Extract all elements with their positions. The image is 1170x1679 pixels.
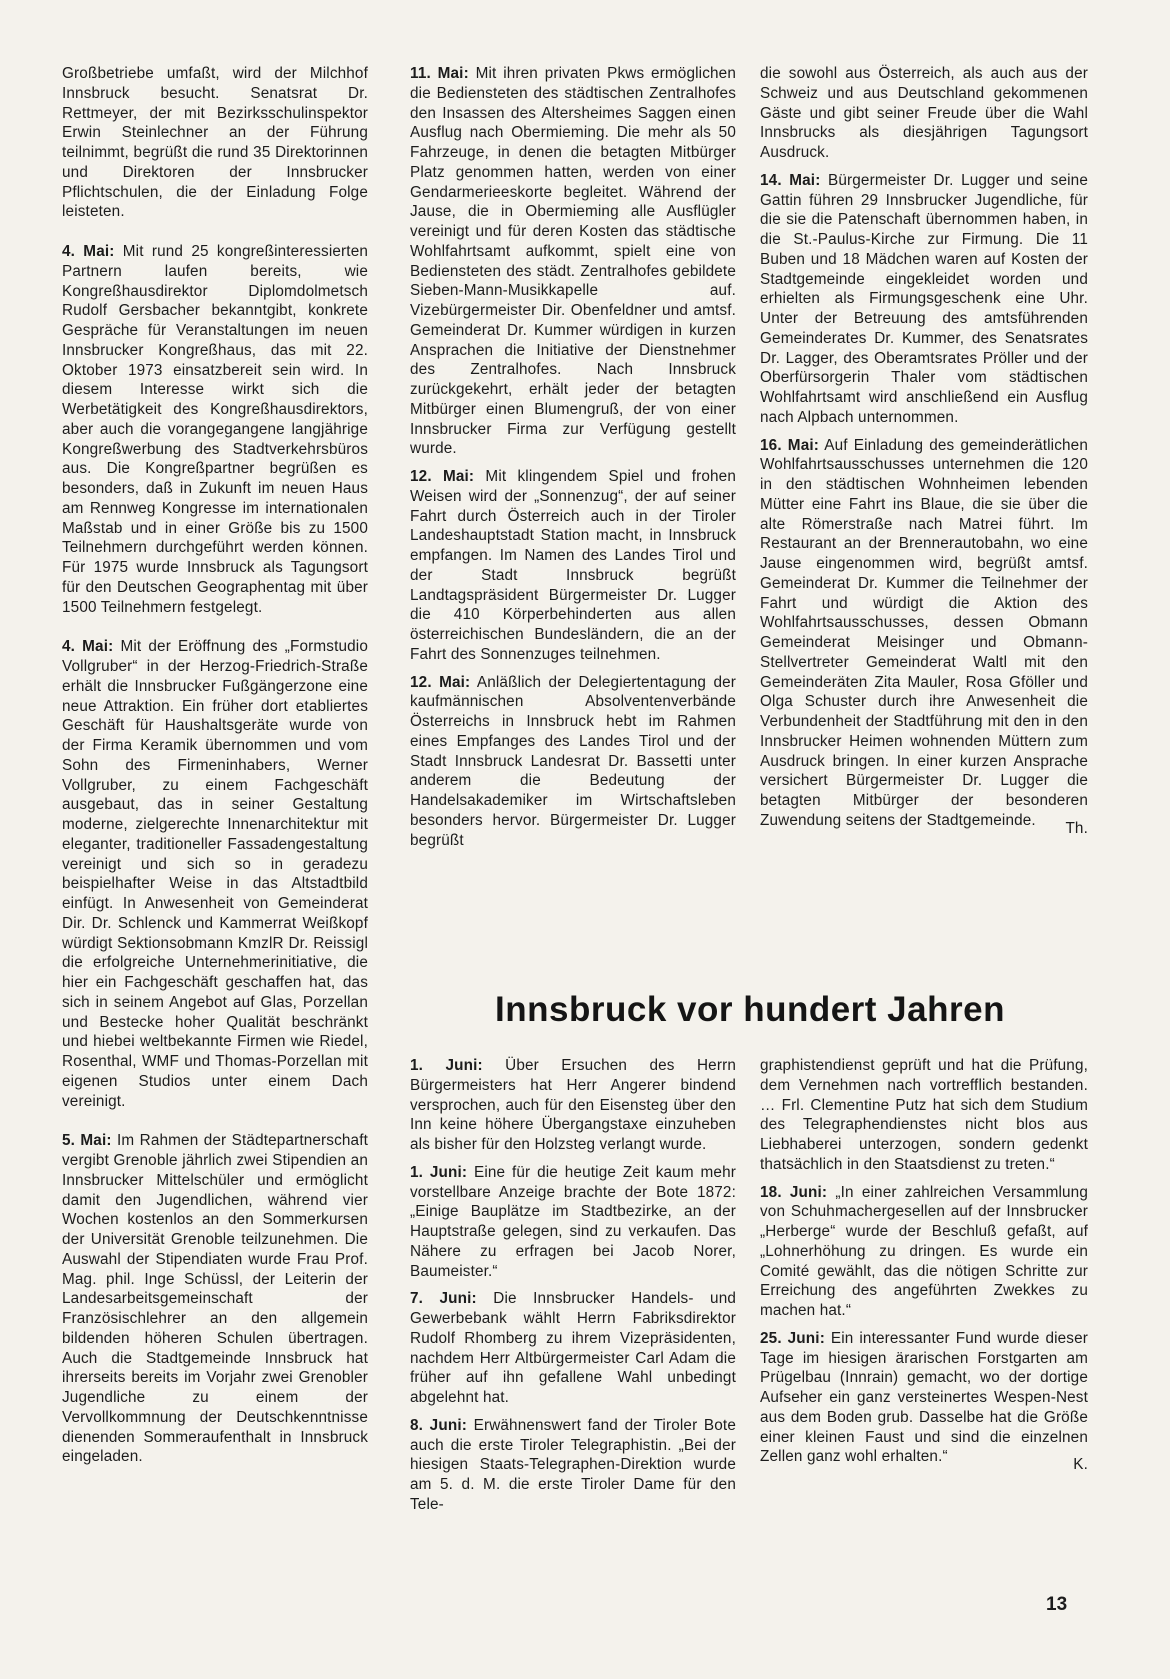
- entry-date: 12. Mai:: [410, 468, 475, 485]
- news-entry: [410, 673, 736, 851]
- history-column-left: [410, 1056, 736, 1523]
- entry-date: 25. Juni:: [760, 1329, 825, 1347]
- news-entry: [760, 171, 1088, 428]
- entry-date: 1. Juni:: [410, 1057, 483, 1074]
- column-3: [760, 64, 1088, 839]
- entry-text: Über Ersuchen des Herrn Bürgermeisters hat Herr Angerer bindend versprochen, auch für den Eisensteg über den Inn keine höhere Übergangstaxe einzuheben als bisher für den Holzsteg verlangt wurde.: [410, 1057, 736, 1153]
- entry-text: die sowohl aus Österreich, als auch aus der Schweiz und aus Deutschland gekommenen Gäste und gibt seiner Freude über die Wahl Innsbrucks als diesjährigen Tagungsort Ausdruck.: [760, 65, 1088, 161]
- news-entry: [410, 467, 736, 665]
- news-entry: [760, 436, 1088, 831]
- entry-text: Mit klingendem Spiel und frohen Weisen wird der „Sonnenzug“, der auf seiner Fahrt durch Österreich auch in der Tiroler Landeshauptstadt Station macht, in Innsbruck empfangen. Im Namen des Landes Tirol und der Stadt Innsbruck begrüßt Landtagspräsident Bürgermeister Dr. Lugger die 410 Körperbehinderten aus allen österreichischen Bundesländern, die an der Fahrt des Sonnenzuges teilnehmen.: [410, 468, 737, 663]
- entry-date: 5. Mai:: [62, 1132, 112, 1150]
- author-signature: Th.: [1065, 819, 1088, 837]
- entry-text: Bürgermeister Dr. Lugger und seine Gattin führen 29 Innsbrucker Jugendliche, für die sie die Patenschaft übernommen haben, in die St.-Paulus-Kirche zur Firmung. Die 11 Buben und 18 Mädchen waren auf Kosten der Stadtgemeinde eingekleidet worden und erhielten als Firmungsgeschenk eine Uhr. Unter der Betreuung des amtsführenden Gemeinderates Dr. Kummer, des Senatsrates Dr. Lagger, des Oberamtsrates Pröller und der Oberfürsorgerin Thaler vom städtischen Wohlfahrtsamt wird anschließend ein Ausflug nach Alpbach unternommen.: [760, 171, 1088, 426]
- entry-date: 4. Mai:: [62, 243, 115, 260]
- news-entry: [760, 1183, 1088, 1321]
- entry-text: „In einer zahlreichen Versammlung von Schuhmachergesellen auf der Innsbrucker „Herberge“ wurde der Beschluß gefaßt, auf „Lohnerhöhung zu dringen. Es wurde ein Comité gewählt, das die nötigen Schritte zur Erreichung des angeführten Zwekkes zu machen hat.“: [760, 1183, 1088, 1319]
- entry-text: Mit der Eröffnung des „Formstudio Vollgruber“ in der Herzog-Friedrich-Straße erhält die Innsbrucker Fußgängerzone eine neue Attraktion. Ein früher dort etabliertes Geschäft für Haushaltsgeräte wurde von der Firma Keramik übernommen und vom Sohn des Firmeninhabers, Werner Vollgruber, zu einem Fachgeschäft ausgebaut, das in seiner Gestaltung moderne, zielgerechte Innenarchitektur mit eleganter, traditioneller Fassadengestaltung vereinigt und sich so in geradezu beispielhafter Weise in das Altstadtbild einfügt. In Anwesenheit von Gemeinderat Dir. Dr. Schlenck und Kammerrat Weißkopf würdigt Sektionsobmann KmzlR Dr. Reissigl die erfolgreiche Unternehmerinitiative, die hier ein Fachgeschäft geschaffen hat, das sich in seinem Angebot auf Glas, Porzellan und Bestecke hoher Qualität beschränkt und hiebei weltbekannte Firmen wie Riedel, Rosenthal, WMF und Thomas-Porzellan mit eigenen Studios unter einem Dach vereinigt.: [62, 638, 368, 1110]
- author-signature: K.: [1073, 1456, 1088, 1474]
- entry-date: 18. Juni:: [760, 1183, 828, 1201]
- column-2: [410, 64, 736, 858]
- news-entry: [410, 1416, 736, 1515]
- news-entry: [62, 64, 368, 222]
- news-entry: [760, 1056, 1088, 1175]
- entry-text: Im Rahmen der Städtepartnerschaft vergibt Grenoble jährlich zwei Stipendien an Innsbrucker Mittelschüler und ermöglicht damit den Jugendlichen, während vier Wochen kostenlos an den Sommerkursen der Universität Grenoble teilzunehmen. Die Auswahl der Stipendiaten wurde Frau Prof. Mag. phil. Inge Schüssl, der Leiterin der Landesarbeitsgemeinschaft der Französischlehrer an den allgemein bildenden höheren Schulen übertragen. Auch die Stadtgemeinde Innsbruck hat ihrerseits bereits im Vorjahr zwei Grenobler Jugendliche zu einem der Vervollkommnung der Deutschkenntnisse dienenden Sommeraufenthalt in Innsbruck eingeladen.: [62, 1132, 369, 1466]
- news-entry: [410, 1163, 736, 1282]
- entry-date: 12. Mai:: [410, 673, 471, 691]
- entry-date: 4. Mai:: [62, 638, 114, 656]
- news-entry: [410, 1056, 736, 1155]
- entry-date: 14. Mai:: [760, 171, 821, 189]
- column-1: [62, 64, 368, 1487]
- page-number: 13: [1046, 1594, 1068, 1615]
- entry-text: Anläßlich der Delegiertentagung der kaufmännischen Absolventenverbände Österreichs in Innsbruck hebt im Rahmen eines Empfanges des Landes Tirol und der Stadt Innsbruck Landesrat Dr. Bassetti unter anderem die Bedeutung der Handelsakademiker im Wirtschaftsleben besonders hervor. Bürgermeister Dr. Lugger begrüßt: [410, 673, 737, 849]
- entry-text: graphistendienst geprüft und hat die Prüfung, dem Vernehmen nach vortrefflich bestanden. … Frl. Clementine Putz hat sich dem Studium des Telegraphendienstes nicht blos aus Liebhaberei unterzogen, sondern gedenkt thatsächlich in den Staatsdienst zu treten.“: [760, 1057, 1088, 1173]
- entry-text: Mit rund 25 kongreßinteressierten Partnern laufen bereits, wie Kongreßhausdirektor Diplomdolmetsch Rudolf Gersbacher bekanntgibt, konkrete Gespräche für Veranstaltungen im neuen Innsbrucker Kongreßhaus, das mit 22. Oktober 1973 einsatzbereit sein wird. In diesem Interesse wirkt sich die Werbetätigkeit des Kongreßhausdirektors, aber auch die vorangegangene langjährige Kongreßwerbung des Stadtverkehrsbüros aus. Die Kongreßpartner begrüßen es besonders, daß in Zukunft im neuen Haus am Rennweg Kongresse im internationalen Maßstab und in einer Größe bis zu 1500 Teilnehmern durchgeführt werden können. Für 1975 wurde Innsbruck als Tagungsort für den Deutschen Geographentag mit über 1500 Teilnehmern festgelegt.: [62, 243, 369, 616]
- entry-text: Eine für die heutige Zeit kaum mehr vorstellbare Anzeige brachte der Bote 1872: „Einige Bauplätze im Stadtbezirke, an der Hauptstraße gelegen, sind zu verkaufen. Das Nähere zu erfragen bei Jacob Norer, Baumeister.“: [410, 1163, 736, 1280]
- news-entry: [62, 1131, 368, 1467]
- entry-text: Ein interessanter Fund wurde dieser Tage im hiesigen ärarischen Forstgarten am Prügelbau (Innrain) gemacht, wo der dortige Aufseher ein ganz versteinertes Wespen-Nest aus dem Boden grub. Dasselbe hat die Größe einer kleinen Faust und sind die einzelnen Zellen ganz wohl erhalten.“: [760, 1329, 1089, 1466]
- history-column-right: [760, 1056, 1088, 1475]
- entry-text: Erwähnenswert fand der Tiroler Bote auch die erste Tiroler Telegraphistin. „Bei der hiesigen Staats-Telegraphen-Direktion wurde am 5. d. M. die erste Tiroler Dame für den Tele-: [410, 1416, 736, 1513]
- entry-date: 16. Mai:: [760, 436, 819, 454]
- news-entry: [410, 64, 736, 459]
- news-entry: [62, 242, 368, 617]
- entry-text: Die Innsbrucker Handels- und Gewerbebank wählt Herrn Fabriksdirektor Rudolf Rhomberg zu ihrem Vizepräsidenten, nachdem Herr Altbürgermeister Carl Adam die früher auf ihn gefallene Wahl unbedingt abgelehnt hat.: [410, 1290, 737, 1406]
- news-entry: [410, 1289, 736, 1408]
- news-entry: [760, 64, 1088, 163]
- entry-date: 8. Juni:: [410, 1416, 467, 1434]
- entry-date: 7. Juni:: [410, 1290, 477, 1308]
- section-headline: Innsbruck vor hundert Jahren: [495, 990, 1005, 1029]
- news-entry: [760, 1329, 1088, 1467]
- entry-date: 1. Juni:: [410, 1163, 468, 1181]
- news-entry: [62, 637, 368, 1111]
- entry-date: 11. Mai:: [410, 65, 469, 82]
- entry-text: Großbetriebe umfaßt, wird der Milchhof Innsbruck besucht. Senatsrat Dr. Rettmeyer, der mit Bezirksschulinspektor Erwin Steinlechner an der Führung teilnimmt, begrüßt die rund 35 Direktorinnen und Direktoren der Innsbrucker Pflichtschulen, die der Einladung Folge leisteten.: [62, 65, 368, 221]
- entry-text: Mit ihren privaten Pkws ermöglichen die Bediensteten des städtischen Zentralhofes den Insassen des Altersheimes Saggen einen Ausflug nach Obermieming. Die mehr als 50 Fahrzeuge, in denen die betagten Mitbürger Platz genommen hatten, werden von einer Gendarmerieeskorte begleitet. Während der Jause, die in Obermieming alle Ausflügler vereinigt und für deren Kosten das städtische Wohlfahrtsamt aufkommt, spielt eine von Bediensteten des städt. Zentralhofes gebildete Sieben-Mann-Musikkapelle auf. Vizebürgermeister Dir. Obenfeldner und amtsf. Gemeinderat Dr. Kummer würdigen in kurzen Ansprachen die Initiative der Dienstnehmer des Zentralhofes. Nach Innsbruck zurückgekehrt, erhält jeder der betagten Mitbürger einen Blumengruß, der von einer Innsbrucker Firma zur Verfügung gestellt wurde.: [410, 65, 736, 458]
- entry-text: Auf Einladung des gemeinderätlichen Wohlfahrtsausschusses unternehmen die 120 in den städtischen Wohnheimen lebenden Mütter eine Fahrt ins Blaue, die sie über die alte Römerstraße nach Matrei führt. Im Restaurant an der Brennerautobahn, wo eine Jause eingenommen wird, begrüßt amtsf. Gemeinderat Dr. Kummer die Teilnehmer der Fahrt und würdigt die Aktion des Wohlfahrtsausschusses, dessen Obmann Gemeinderat Meisinger und Obmann-Stellvertreter Gemeinderat Waltl mit den Gemeinderäten Zita Mauler, Rosa Gföller und Olga Schuster durch ihre Anwesenheit die Verbundenheit der Stadtführung mit den in den Innsbrucker Heimen wohnenden Müttern zum Ausdruck bringen. In einer kurzen Ansprache versichert Bürgermeister Dr. Lugger die betagten Mitbürger der besonderen Zuwendung seitens der Stadtgemeinde.: [760, 436, 1088, 829]
